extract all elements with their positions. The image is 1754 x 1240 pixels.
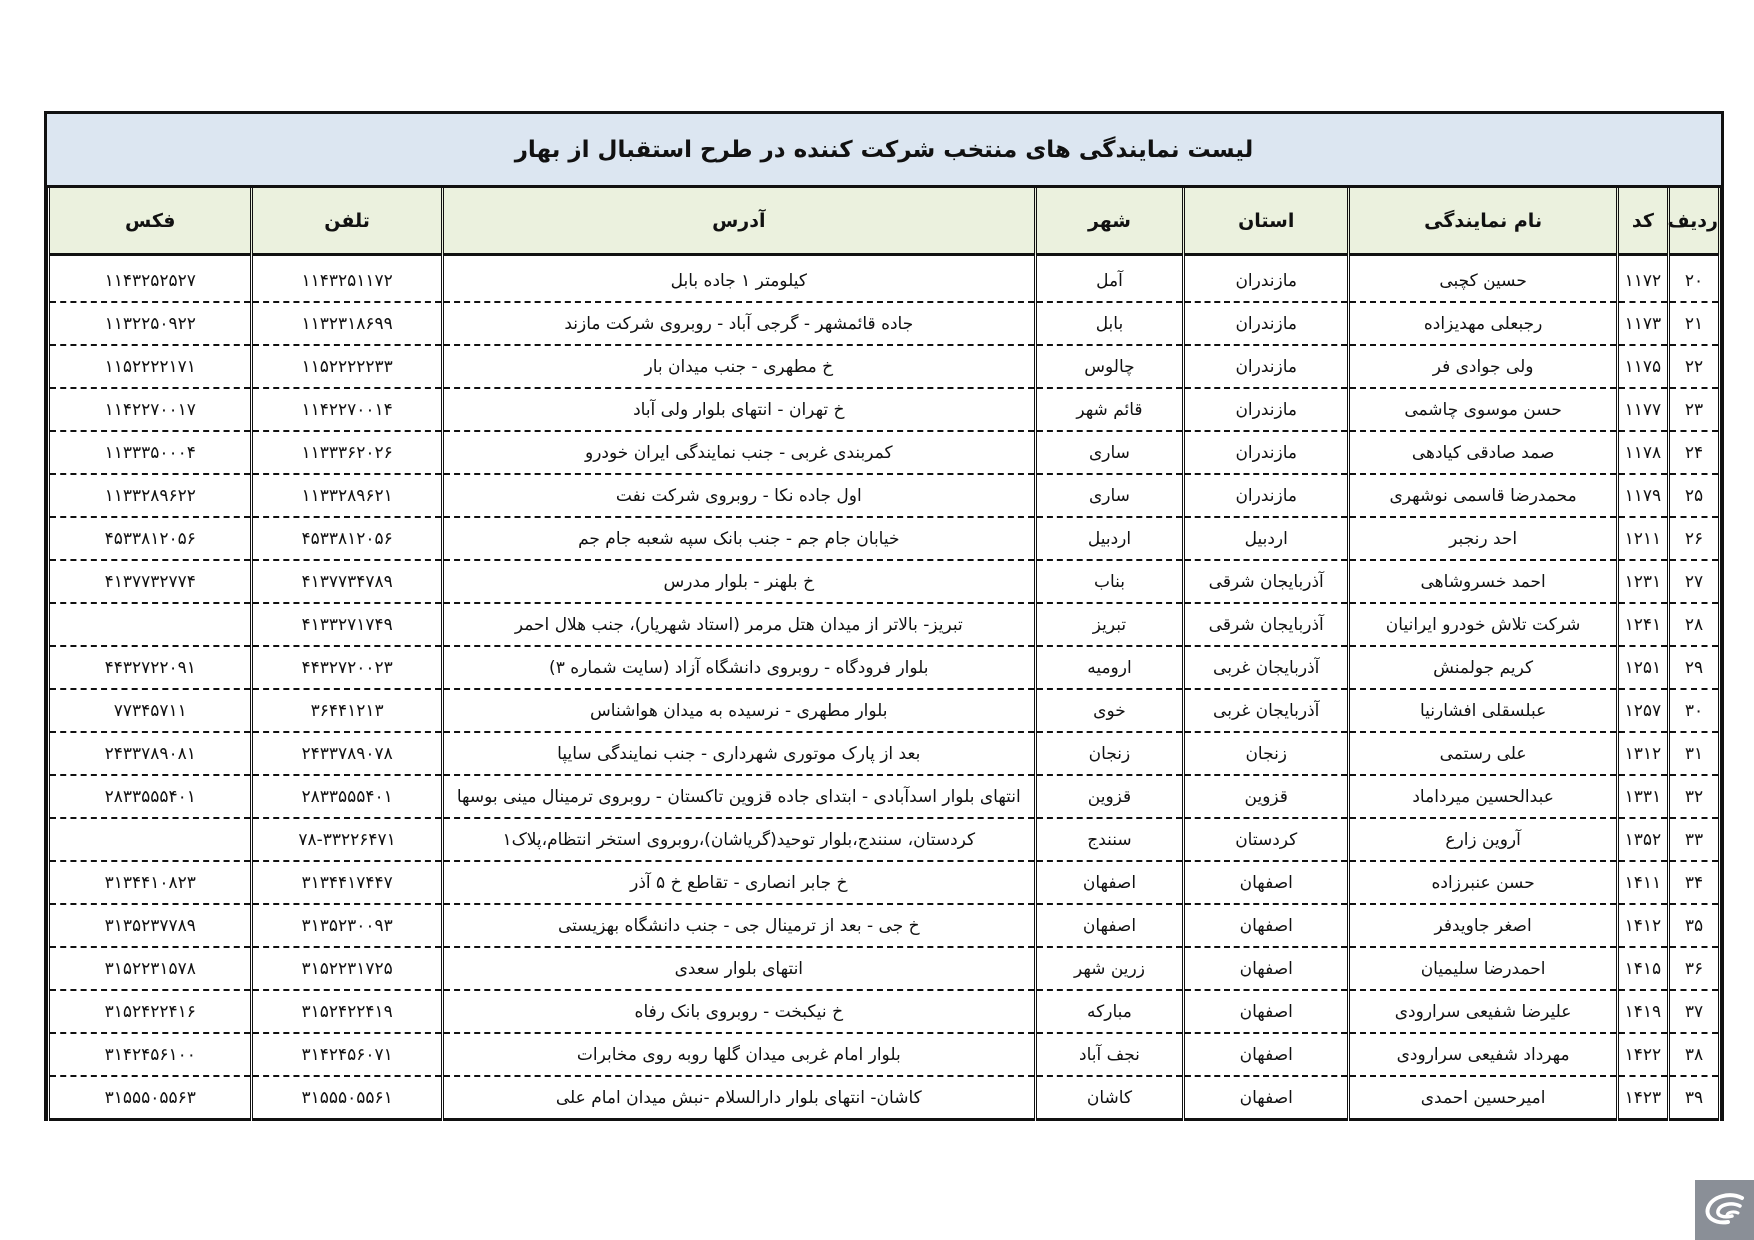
table-row bbox=[49, 431, 1720, 474]
cell-name: عبلسقلی افشارنیا bbox=[1349, 689, 1617, 732]
table-row bbox=[49, 560, 1720, 603]
cell-city: قائم شهر bbox=[1035, 388, 1183, 431]
cell-province: زنجان bbox=[1184, 732, 1349, 775]
cell-address: جاده قائمشهر - گرجی آباد - روبروی شرکت مازند bbox=[442, 302, 1035, 345]
cell-fax: ۱۱۵۲۲۲۲۱۷۱ bbox=[49, 345, 252, 388]
cell-row-number: ۳۹ bbox=[1668, 1076, 1719, 1120]
table-row bbox=[49, 1076, 1720, 1120]
cell-city: بناب bbox=[1035, 560, 1183, 603]
cell-fax bbox=[49, 603, 252, 646]
cell-phone: ۴۱۳۷۷۳۴۷۸۹ bbox=[252, 560, 442, 603]
cell-code: ۱۱۷۹ bbox=[1617, 474, 1668, 517]
cell-row-number: ۳۳ bbox=[1668, 818, 1719, 861]
cell-fax: ۳۱۴۲۴۵۶۱۰۰ bbox=[49, 1033, 252, 1076]
cell-province: اردبیل bbox=[1184, 517, 1349, 560]
cell-row-number: ۲۷ bbox=[1668, 560, 1719, 603]
cell-row-number: ۲۸ bbox=[1668, 603, 1719, 646]
cell-city: چالوس bbox=[1035, 345, 1183, 388]
cell-name: کریم جولمنش bbox=[1349, 646, 1617, 689]
cell-province: قزوین bbox=[1184, 775, 1349, 818]
cell-province: کردستان bbox=[1184, 818, 1349, 861]
cell-code: ۱۲۵۱ bbox=[1617, 646, 1668, 689]
cell-name: رجبعلی مهدیزاده bbox=[1349, 302, 1617, 345]
table-header-row bbox=[49, 188, 1720, 255]
cell-fax: ۴۱۳۷۷۳۲۷۷۴ bbox=[49, 560, 252, 603]
cell-name: ولی جوادی فر bbox=[1349, 345, 1617, 388]
cell-phone: ۱۱۴۲۲۷۰۰۱۴ bbox=[252, 388, 442, 431]
cell-fax: ۲۴۳۳۷۸۹۰۸۱ bbox=[49, 732, 252, 775]
table-row bbox=[49, 1033, 1720, 1076]
cell-province: آذربایجان غربی bbox=[1184, 646, 1349, 689]
cell-city: بابل bbox=[1035, 302, 1183, 345]
cell-row-number: ۳۶ bbox=[1668, 947, 1719, 990]
cell-phone: ۳۱۵۵۵۰۵۵۶۱ bbox=[252, 1076, 442, 1120]
cell-city: زنجان bbox=[1035, 732, 1183, 775]
cell-code: ۱۱۷۸ bbox=[1617, 431, 1668, 474]
cell-code: ۱۱۷۳ bbox=[1617, 302, 1668, 345]
cell-address: اول جاده نکا - روبروی شرکت نفت bbox=[442, 474, 1035, 517]
cell-code: ۱۴۱۱ bbox=[1617, 861, 1668, 904]
cell-address: تبریز- بالاتر از میدان هتل مرمر (استاد شهریار)، جنب هلال احمر bbox=[442, 603, 1035, 646]
cell-province: آذربایجان شرقی bbox=[1184, 603, 1349, 646]
table-row bbox=[49, 904, 1720, 947]
table-row bbox=[49, 861, 1720, 904]
cell-fax: ۴۴۳۲۷۲۲۰۹۱ bbox=[49, 646, 252, 689]
cell-address: کیلومتر ۱ جاده بابل bbox=[442, 260, 1035, 302]
cell-province: اصفهان bbox=[1184, 904, 1349, 947]
cell-name: حسن موسوی چاشمی bbox=[1349, 388, 1617, 431]
cell-phone: ۴۱۳۳۲۷۱۷۴۹ bbox=[252, 603, 442, 646]
cell-province: اصفهان bbox=[1184, 1076, 1349, 1120]
cell-province: آذربایجان غربی bbox=[1184, 689, 1349, 732]
cell-row-number: ۲۴ bbox=[1668, 431, 1719, 474]
cell-phone: ۳۱۵۲۴۲۲۴۱۹ bbox=[252, 990, 442, 1033]
cell-code: ۱۴۲۲ bbox=[1617, 1033, 1668, 1076]
table-row bbox=[49, 775, 1720, 818]
cell-city: نجف آباد bbox=[1035, 1033, 1183, 1076]
cell-address: انتهای بلوار سعدی bbox=[442, 947, 1035, 990]
cell-phone: ۱۱۵۲۲۲۲۲۳۳ bbox=[252, 345, 442, 388]
cell-city: ساری bbox=[1035, 474, 1183, 517]
cell-phone: ۴۵۳۳۸۱۲۰۵۶ bbox=[252, 517, 442, 560]
header-fax: فکس bbox=[49, 188, 252, 255]
cell-phone: ۱۱۴۳۲۵۱۱۷۲ bbox=[252, 260, 442, 302]
cell-address: بعد از پارک موتوری شهرداری - جنب نمایندگی سایپا bbox=[442, 732, 1035, 775]
cell-city: خوی bbox=[1035, 689, 1183, 732]
company-logo-icon bbox=[1695, 1180, 1754, 1240]
cell-phone: ۱۱۳۳۳۶۲۰۲۶ bbox=[252, 431, 442, 474]
table-row bbox=[49, 947, 1720, 990]
cell-province: آذربایجان شرقی bbox=[1184, 560, 1349, 603]
cell-fax: ۱۱۳۳۳۵۰۰۰۴ bbox=[49, 431, 252, 474]
cell-phone: ۳۱۴۲۴۵۶۰۷۱ bbox=[252, 1033, 442, 1076]
cell-province: مازندران bbox=[1184, 431, 1349, 474]
cell-address: انتهای بلوار اسدآبادی - ابتدای جاده قزوین تاکستان - روبروی ترمینال مینی بوسها bbox=[442, 775, 1035, 818]
header-code: کد bbox=[1617, 188, 1668, 255]
cell-province: مازندران bbox=[1184, 260, 1349, 302]
cell-code: ۱۴۲۳ bbox=[1617, 1076, 1668, 1120]
cell-address: بلوار مطهری - نرسیده به میدان هواشناس bbox=[442, 689, 1035, 732]
cell-phone: ۱۱۳۳۲۸۹۶۲۱ bbox=[252, 474, 442, 517]
cell-fax: ۳۱۳۴۴۱۰۸۲۳ bbox=[49, 861, 252, 904]
header-name: نام نمایندگی bbox=[1349, 188, 1617, 255]
cell-row-number: ۳۲ bbox=[1668, 775, 1719, 818]
table-row bbox=[49, 818, 1720, 861]
cell-city: کاشان bbox=[1035, 1076, 1183, 1120]
cell-row-number: ۳۸ bbox=[1668, 1033, 1719, 1076]
cell-name: احمد خسروشاهی bbox=[1349, 560, 1617, 603]
cell-name: آروین زارع bbox=[1349, 818, 1617, 861]
table-row bbox=[49, 732, 1720, 775]
cell-province: مازندران bbox=[1184, 302, 1349, 345]
cell-fax: ۷۷۳۴۵۷۱۱ bbox=[49, 689, 252, 732]
cell-city: سنندج bbox=[1035, 818, 1183, 861]
cell-city: آمل bbox=[1035, 260, 1183, 302]
cell-address: کمربندی غربی - جنب نمایندگی ایران خودرو bbox=[442, 431, 1035, 474]
cell-code: ۱۳۱۲ bbox=[1617, 732, 1668, 775]
cell-phone: ۳۶۴۴۱۲۱۳ bbox=[252, 689, 442, 732]
cell-row-number: ۲۹ bbox=[1668, 646, 1719, 689]
cell-row-number: ۲۵ bbox=[1668, 474, 1719, 517]
cell-code: ۱۲۱۱ bbox=[1617, 517, 1668, 560]
cell-city: مبارکه bbox=[1035, 990, 1183, 1033]
cell-province: اصفهان bbox=[1184, 861, 1349, 904]
cell-name: حسن عنبرزاده bbox=[1349, 861, 1617, 904]
cell-code: ۱۴۱۲ bbox=[1617, 904, 1668, 947]
cell-province: مازندران bbox=[1184, 345, 1349, 388]
cell-row-number: ۲۳ bbox=[1668, 388, 1719, 431]
cell-fax: ۳۱۵۲۴۲۲۴۱۶ bbox=[49, 990, 252, 1033]
sheet-title: لیست نمایندگی های منتخب شرکت کننده در طرح استقبال از بهار bbox=[47, 114, 1721, 188]
cell-city: اصفهان bbox=[1035, 861, 1183, 904]
cell-city: زرین شهر bbox=[1035, 947, 1183, 990]
cell-province: مازندران bbox=[1184, 388, 1349, 431]
table-row bbox=[49, 990, 1720, 1033]
cell-name: احمدرضا سلیمیان bbox=[1349, 947, 1617, 990]
cell-phone: ۴۴۳۲۷۲۰۰۲۳ bbox=[252, 646, 442, 689]
cell-province: اصفهان bbox=[1184, 990, 1349, 1033]
cell-phone: ۷۸-۳۳۲۲۶۴۷۱ bbox=[252, 818, 442, 861]
cell-province: اصفهان bbox=[1184, 1033, 1349, 1076]
cell-address: کاشان- انتهای بلوار دارالسلام -نبش میدان امام علی bbox=[442, 1076, 1035, 1120]
cell-address: خ نیکبخت - روبروی بانک رفاه bbox=[442, 990, 1035, 1033]
table-row bbox=[49, 603, 1720, 646]
cell-code: ۱۲۳۱ bbox=[1617, 560, 1668, 603]
cell-fax: ۳۱۳۵۲۳۷۷۸۹ bbox=[49, 904, 252, 947]
cell-name: صمد صادقی کیادهی bbox=[1349, 431, 1617, 474]
cell-code: ۱۲۵۷ bbox=[1617, 689, 1668, 732]
cell-city: قزوین bbox=[1035, 775, 1183, 818]
cell-city: اردبیل bbox=[1035, 517, 1183, 560]
cell-city: اصفهان bbox=[1035, 904, 1183, 947]
table-row bbox=[49, 474, 1720, 517]
cell-address: خ تهران - انتهای بلوار ولی آباد bbox=[442, 388, 1035, 431]
cell-phone: ۱۱۳۲۳۱۸۶۹۹ bbox=[252, 302, 442, 345]
header-province: استان bbox=[1184, 188, 1349, 255]
cell-row-number: ۳۰ bbox=[1668, 689, 1719, 732]
cell-code: ۱۲۴۱ bbox=[1617, 603, 1668, 646]
cell-address: خ بلهنر - بلوار مدرس bbox=[442, 560, 1035, 603]
table-row bbox=[49, 689, 1720, 732]
header-address: آدرس bbox=[442, 188, 1035, 255]
header-row-number: ردیف bbox=[1668, 188, 1719, 255]
cell-fax: ۲۸۳۳۵۵۵۴۰۱ bbox=[49, 775, 252, 818]
table-row bbox=[49, 388, 1720, 431]
cell-name: احد رنجبر bbox=[1349, 517, 1617, 560]
cell-name: علیرضا شفیعی سرارودی bbox=[1349, 990, 1617, 1033]
cell-row-number: ۲۶ bbox=[1668, 517, 1719, 560]
cell-name: امیرحسین احمدی bbox=[1349, 1076, 1617, 1120]
cell-name: محمدرضا قاسمی نوشهری bbox=[1349, 474, 1617, 517]
header-city: شهر bbox=[1035, 188, 1183, 255]
cell-row-number: ۳۱ bbox=[1668, 732, 1719, 775]
cell-row-number: ۲۱ bbox=[1668, 302, 1719, 345]
representatives-sheet bbox=[44, 111, 1724, 1121]
cell-fax: ۱۱۳۳۲۸۹۶۲۲ bbox=[49, 474, 252, 517]
representatives-table bbox=[47, 188, 1721, 1121]
table-row bbox=[49, 302, 1720, 345]
cell-code: ۱۳۵۲ bbox=[1617, 818, 1668, 861]
cell-phone: ۳۱۳۵۲۳۰۰۹۳ bbox=[252, 904, 442, 947]
cell-address: خ جابر انصاری - تقاطع خ ۵ آذر bbox=[442, 861, 1035, 904]
cell-code: ۱۱۷۷ bbox=[1617, 388, 1668, 431]
cell-row-number: ۲۲ bbox=[1668, 345, 1719, 388]
cell-code: ۱۴۱۹ bbox=[1617, 990, 1668, 1033]
cell-address: خ جی - بعد از ترمینال جی - جنب دانشگاه بهزیستی bbox=[442, 904, 1035, 947]
cell-code: ۱۳۳۱ bbox=[1617, 775, 1668, 818]
cell-phone: ۳۱۵۲۲۳۱۷۲۵ bbox=[252, 947, 442, 990]
cell-row-number: ۳۴ bbox=[1668, 861, 1719, 904]
cell-code: ۱۱۷۵ bbox=[1617, 345, 1668, 388]
cell-name: عبدالحسین میرداماد bbox=[1349, 775, 1617, 818]
cell-address: خ مطهری - جنب میدان بار bbox=[442, 345, 1035, 388]
cell-code: ۱۱۷۲ bbox=[1617, 260, 1668, 302]
cell-address: بلوار فرودگاه - روبروی دانشگاه آزاد (سایت شماره ۳) bbox=[442, 646, 1035, 689]
table-row bbox=[49, 646, 1720, 689]
cell-name: مهرداد شفیعی سرارودی bbox=[1349, 1033, 1617, 1076]
cell-province: اصفهان bbox=[1184, 947, 1349, 990]
table-row bbox=[49, 345, 1720, 388]
cell-fax: ۴۵۳۳۸۱۲۰۵۶ bbox=[49, 517, 252, 560]
cell-fax bbox=[49, 818, 252, 861]
table-row bbox=[49, 260, 1720, 302]
cell-fax: ۱۱۳۲۲۵۰۹۲۲ bbox=[49, 302, 252, 345]
cell-phone: ۳۱۳۴۴۱۷۴۴۷ bbox=[252, 861, 442, 904]
cell-code: ۱۴۱۵ bbox=[1617, 947, 1668, 990]
logo-swoosh-icon bbox=[1702, 1190, 1748, 1230]
cell-address: بلوار امام غربی میدان گلها روبه روی مخابرات bbox=[442, 1033, 1035, 1076]
table-row bbox=[49, 517, 1720, 560]
table-body bbox=[49, 255, 1720, 1120]
cell-city: ارومیه bbox=[1035, 646, 1183, 689]
cell-fax: ۱۱۴۳۲۵۲۵۲۷ bbox=[49, 260, 252, 302]
cell-name: شرکت تلاش خودرو ایرانیان bbox=[1349, 603, 1617, 646]
cell-province: مازندران bbox=[1184, 474, 1349, 517]
cell-address: کردستان، سنندج،بلوار توحید(گریاشان)،روبروی استخر انتظام،پلاک۱ bbox=[442, 818, 1035, 861]
header-phone: تلفن bbox=[252, 188, 442, 255]
cell-city: ساری bbox=[1035, 431, 1183, 474]
cell-fax: ۱۱۴۲۲۷۰۰۱۷ bbox=[49, 388, 252, 431]
cell-fax: ۳۱۵۵۵۰۵۵۶۳ bbox=[49, 1076, 252, 1120]
cell-address: خیابان جام جم - جنب بانک سپه شعبه جام جم bbox=[442, 517, 1035, 560]
cell-name: اصغر جاویدفر bbox=[1349, 904, 1617, 947]
cell-phone: ۲۸۳۳۵۵۵۴۰۱ bbox=[252, 775, 442, 818]
cell-row-number: ۳۷ bbox=[1668, 990, 1719, 1033]
cell-city: تبریز bbox=[1035, 603, 1183, 646]
cell-row-number: ۲۰ bbox=[1668, 260, 1719, 302]
cell-name: علی رستمی bbox=[1349, 732, 1617, 775]
cell-name: حسین کچبی bbox=[1349, 260, 1617, 302]
cell-fax: ۳۱۵۲۲۳۱۵۷۸ bbox=[49, 947, 252, 990]
cell-phone: ۲۴۳۳۷۸۹۰۷۸ bbox=[252, 732, 442, 775]
cell-row-number: ۳۵ bbox=[1668, 904, 1719, 947]
